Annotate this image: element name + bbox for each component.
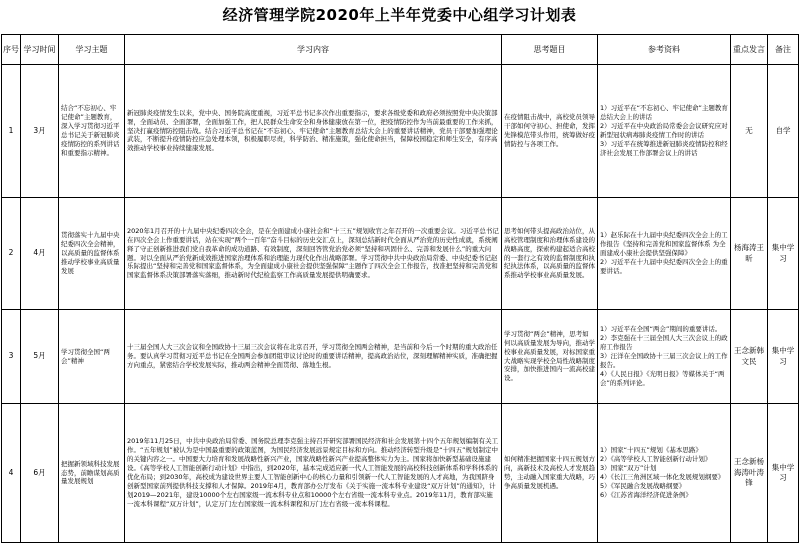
row-topic: 结合“不忘初心、牢记使命”主题教育，深入学习贯彻习近平总书记关于新冠肺炎疫情防控的系列讲话和重要指示精神。 [59,65,125,198]
row-note: 集中学习 [768,404,799,543]
ref-item: 1）习近平在全国“两会”期间的重要讲话。 [600,325,722,334]
header-topic: 学习主题 [59,35,125,65]
row-refs [598,404,731,543]
row-question: 如何精准把握国家十四五规划方向，高新技术及高校人才发展趋势，主动融入国家重大战略，巧争高质量发展机遇。 [502,404,598,543]
header-content: 学习内容 [125,35,502,65]
header-note: 备注 [768,35,799,65]
ref-item: 2）习近平在十九届中央纪委四次全会上的重要讲话。 [600,257,728,275]
row-content: 十三届全国人大三次会议和全国政协十三届三次会议将在北京召开，学习贯彻全国两会精神，是当前和今后一个时期的重大政治任务。要认真学习贯彻习近平总书记在全国两会参加团组审议讨论时的重要讲话精神，提高政治站位，深刻理解精神实质，准确把握方向重点，紧密结合学校发展实际，推动两会精神全面贯彻、落地生根。 [125,310,502,404]
row-content: 新冠肺炎疫情发生以来，党中央、国务院高度重视，习近平总书记多次作出重要指示，要求各级党委和政府必须按照党中央决策部署，全面动员、全面部署，全面加强工作，把人民群众生命安全和身体健康放在第一位，把疫情防控作为当前最重要的工作来抓，坚决打赢疫情防控阻击战。结合习近平总书记在“不忘初心、牢记使命”主题教育总结大会上的重要讲话精神，党员干部要加强理论武装，不断提升疫情防控应急处理本领，积极履职尽责，科学防治、精准施策，强化使命担当，保障校园稳定和师生安全，有序高效推动学校事业持续健康发展。 [125,65,502,198]
ref-item: 3）国家“双万”计划 [600,464,657,473]
row-index: 1 [2,65,21,198]
ref-item: 1）习近平在“不忘初心、牢记使命”主题教育总结大会上的讲话 [600,104,728,122]
table-row [2,198,799,310]
header-row [2,35,799,65]
row-time: 4月 [21,198,59,310]
table-row [2,65,799,198]
row-refs [598,310,731,404]
table-row [2,404,799,543]
row-time: 3月 [21,65,59,198]
row-speaker: 王念新杨海涛叶涛锋 [731,404,768,543]
row-note: 集中学习 [768,310,799,404]
header-time: 学习时间 [21,35,59,65]
row-question: 思考如何带头提高政治站位，从高校管理制度和治理体系建设的战略高度，探索构建起适合高校的一套行之有效的监督制度和执纪执法体系，以高质量的监督体系推动学校事业高质量发展。 [502,198,598,310]
ref-item: 3）习近平在统筹推进新冠肺炎疫情防控和经济社会发展工作部署会议上的讲话 [600,139,728,157]
ref-item: 2）习近平在中央政治局常委会会议研究应对新型冠状病毒肺炎疫情工作时的讲话 [600,122,728,139]
header-speaker: 重点发言 [731,35,768,65]
ref-item: 2）《高等学校人工智能创新行动计划》 [600,455,712,464]
row-question: 学习贯彻“两会”精神，思考如何以高质量发展为导向，推动学校事业高质量发展，对标国家重大战略实现学校全局性战略制度安排，加快推进国内一流高校建设。 [502,310,598,404]
row-index: 4 [2,404,21,543]
row-speaker: 王念新韩文民 [731,310,768,404]
row-content: 2020年1月召开的十九届中央纪委四次全会，是在全面建成小康社会和“十三五”规划收官之年召开的一次重要会议。习近平总书记在四次全会上作重要讲话，站在实现“两个一百年”奋斗目标的历史交汇点上，深刻总结新时代全面从严治党的历史性成就，系统阐释了守正创新推进我们党自我革命的成功道路、有效制度，深刻回答管党治党必须“坚持和巩固什么、完善和发展什么”的重大问题。对以全面从严治党新成效推进国家治理体系和治理能力现代化作出战略部署。学习贯彻中共中央政治局常委、中央纪委书记赵乐际提出“坚持和完善党和国家监督体系，为全面建成小康社会提供坚强保障”主题作了四次全会工作报告，找准把坚持和完善党和国家监督体系决策部署落实落细，推动新时代纪检监察工作高质量发展提供明确要求。 [125,198,502,310]
ref-item: 5）《军民融合发展战略纲要》 [600,481,686,490]
row-note: 自学 [768,65,799,198]
table-row [2,310,799,404]
ref-item: 1）国家“十四五”规划《基本思路》 [600,446,702,455]
row-topic: 贯彻落实十九届中央纪委四次全会精神，以高质量的监督体系推动学校事业高质量发展 [59,198,125,310]
ref-item: 1）赵乐际在十九届中央纪委四次全会上的工作报告《坚持和完善党和国家监督体系 为全面建成小康社会提供坚强保障》 [600,231,728,258]
ref-item: 3）汪洋在全国政协十三届三次会议上的工作报告。 [600,352,728,369]
row-topic: 学习贯彻全国“两会”精神 [59,310,125,404]
row-speaker: 杨海涛王昕 [731,198,768,310]
ref-item: 6）《江苏省海洋经济促进条例》 [600,490,692,499]
ref-item: 4）《长江三角洲区域一体化发展规划纲要》 [600,473,725,481]
row-topic: 把握新领域科技发展态势，前瞻谋划高质量发展规划 [59,404,125,543]
row-index: 3 [2,310,21,404]
header-refs: 参考资料 [598,35,731,65]
row-refs [598,65,731,198]
page-title: 经济管理学院2020年上半年党委中心组学习计划表 [222,6,577,24]
study-plan-table [1,34,799,543]
row-content: 2019年11月25日，中共中央政治局常委、国务院总理李克强主持召开研究部署国民经济和社会发展第十四个五年规划编制有关工作。“五年规划”被认为是中国最重要的政策蓝图，为国民经济发展远景规定目标和方向。推动经济转型升级是“十四五”规划制定中的关键内容之一。中国要大力培育和发展战略性新兴产业，国家战略性新兴产业提高整体实力为主。国家将加快新型基础设施建设。《高等学校人工智能创新行动计划》中指出，到2020年，基本完成适应新一代人工智能发展的高校科技创新体系和学科体系的优化布局；到2030年，高校成为建设世界主要人工智能创新中心的核心力量和引领新一代人工智能发展的人才高地，为我国跻身创新型国家前列提供科技支撑和人才保障。2019年4月，教育部办公厅发布《关于实施一流本科专业建设“双万计划”的通知》，计划2019—2021年，建设10000个左右国家级一流本科专业点和10000个左右省级一流本科专业点。2019年11月，教育部实施一流本科课程“双万计划”，认定万门左右国家级一流本科课程和万门左右省级一流本科课程。 [125,404,502,543]
row-index: 2 [2,198,21,310]
row-note: 集中学习 [768,198,799,310]
row-time: 6月 [21,404,59,543]
header-question: 思考题目 [502,35,598,65]
row-time: 5月 [21,310,59,404]
row-question: 在疫情阻击战中，高校党员领导干部如何守初心、担使命，发挥先锋模范带头作用，统筹做好疫情防控与各项工作。 [502,65,598,198]
ref-item: 2）李克强在十三届全国人大三次会议上的政府工作报告 [600,334,728,352]
row-refs [598,198,731,310]
ref-item: 4）《人民日报》《光明日报》等媒体关于“两会”的系列评论。 [600,369,725,387]
header-index: 序号 [2,35,21,65]
row-speaker: 无 [731,65,768,198]
